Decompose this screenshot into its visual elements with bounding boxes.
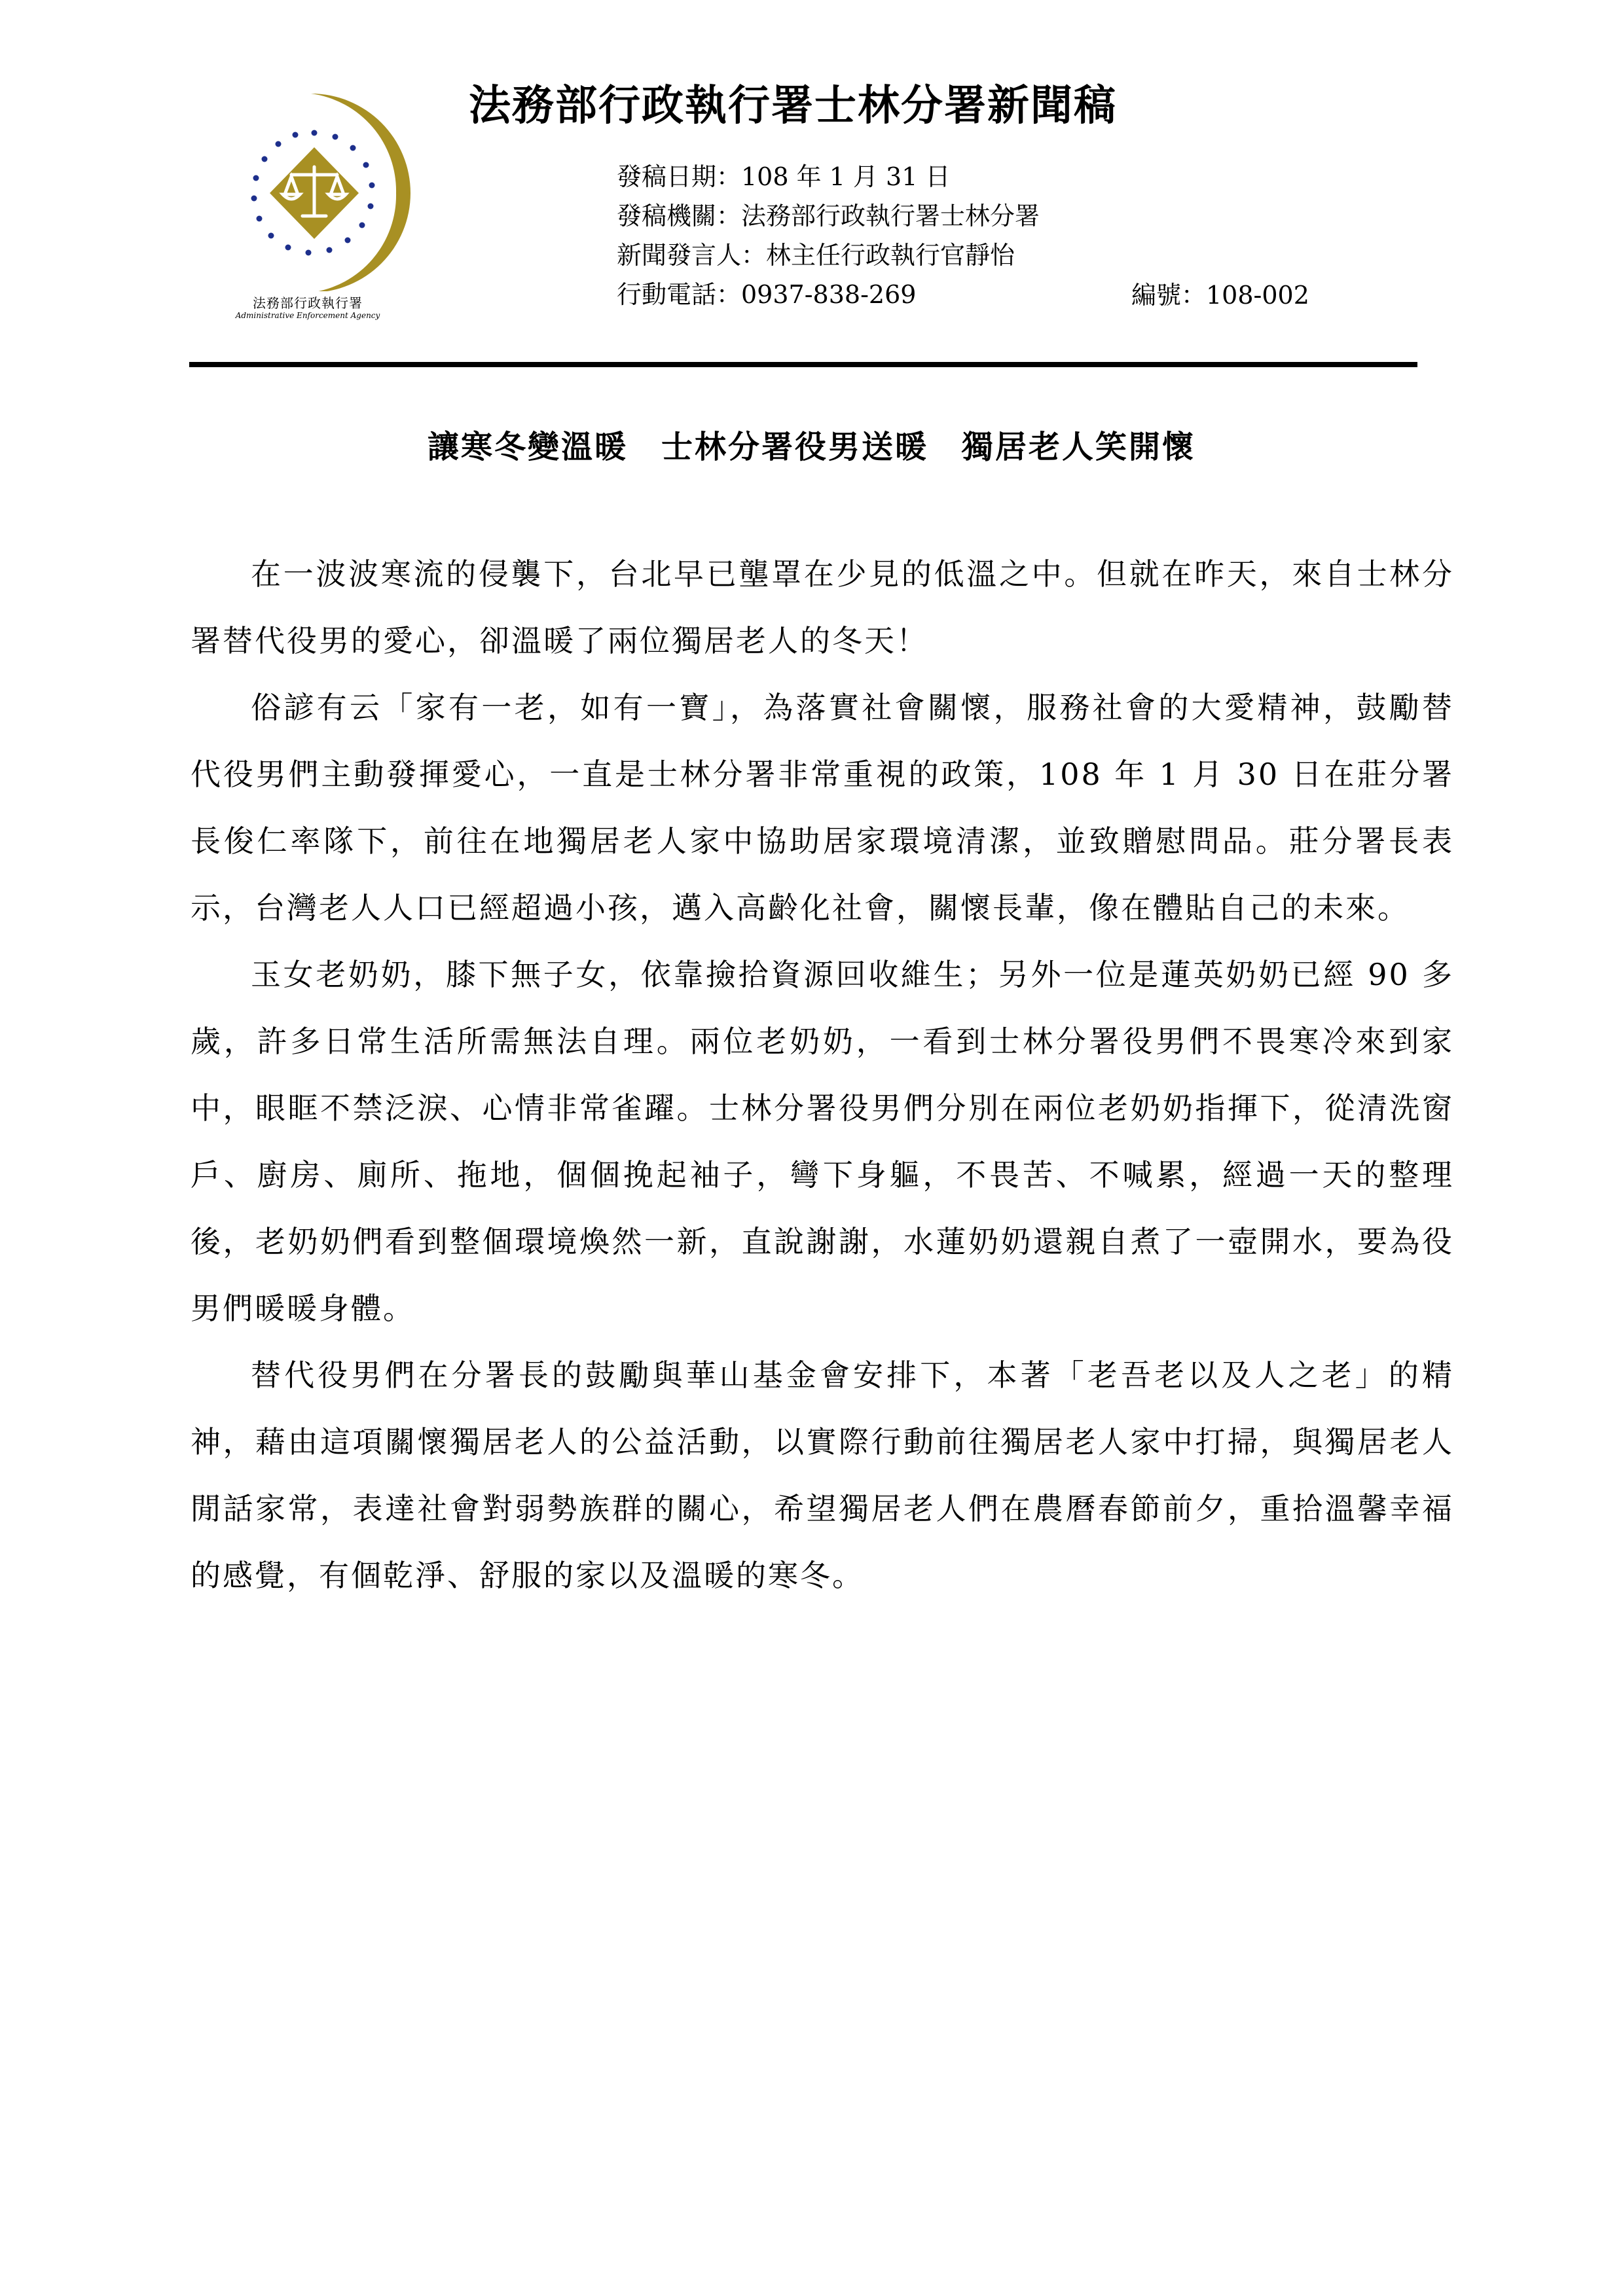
paragraph: 俗諺有云「家有一老，如有一寶」，為落實社會關懷，服務社會的大愛精神，鼓勵替代役男們主動發揮愛心，一直是士林分署非常重視的政策，108 年 1 月 30 日在莊分署長俊仁率隊下，前往在地獨居老人家中協助居家環境清潔，並致贈慰問品。莊分署長表示，台灣老人人口已經超過小孩，邁入高齡化社會，關懷長輩，像在體貼自己的未來。 <box>191 690 1454 925</box>
paragraph: 玉女老奶奶，膝下無子女，依靠撿拾資源回收維生；另外一位是蓮英奶奶已經 90 多歲，許多日常生活所需無法自理。兩位老奶奶，一看到士林分署役男們不畏寒冷來到家中，眼眶不禁泛淚、心情非常雀躍。士林分署役男們分別在兩位老奶奶指揮下，從清洗窗戶、廚房、廁所、拖地，個個挽起袖子，彎下身軀，不畏苦、不喊累，經過一天的整理後，老奶奶們看到整個環境煥然一新，直說謝謝，水蓮奶奶還親自煮了一壺開水，要為役男們暖暖身體。 <box>191 957 1454 1326</box>
paragraph: 替代役男們在分署長的鼓勵與華山基金會安排下，本著「老吾老以及人之老」的精神，藉由這項關懷獨居老人的公益活動，以實際行動前往獨居老人家中打掃，與獨居老人閒話家常，表達社會對弱勢族群的關心，希望獨居老人們在農曆春節前夕，重拾溫馨幸福的感覺，有個乾淨、舒服的家以及溫暖的寒冬。 <box>191 1357 1454 1593</box>
agency-logo <box>196 82 458 327</box>
release-date: 發稿日期：108 年 1 月 31 日 <box>617 162 951 191</box>
logo-name-en: Administrative Enforcement Agency <box>235 311 380 320</box>
logo-name-zh: 法務部行政執行署 <box>253 295 363 311</box>
release-issuer: 發稿機關：法務部行政執行署士林分署 <box>617 202 1040 230</box>
release-phone: 行動電話：0937-838-269 <box>617 280 917 309</box>
scales-of-justice-icon <box>196 82 458 291</box>
header-divider <box>189 362 1417 367</box>
paragraph: 在一波波寒流的侵襲下，台北早已壟罩在少見的低溫之中。但就在昨天，來自士林分署替代役男的愛心，卻溫暖了兩位獨居老人的冬天！ <box>191 556 1454 658</box>
release-spokesperson: 新聞發言人：林主任行政執行官靜怡 <box>617 241 1015 270</box>
release-meta <box>617 157 1040 314</box>
agency-title: 法務部行政執行署士林分署新聞稿 <box>469 82 1117 130</box>
headline: 讓寒冬變溫暖 士林分署役男送暖 獨居老人笑開懷 <box>427 429 1195 465</box>
release-serial: 編號：108-002 <box>1131 281 1309 310</box>
article-body <box>191 541 1454 1609</box>
